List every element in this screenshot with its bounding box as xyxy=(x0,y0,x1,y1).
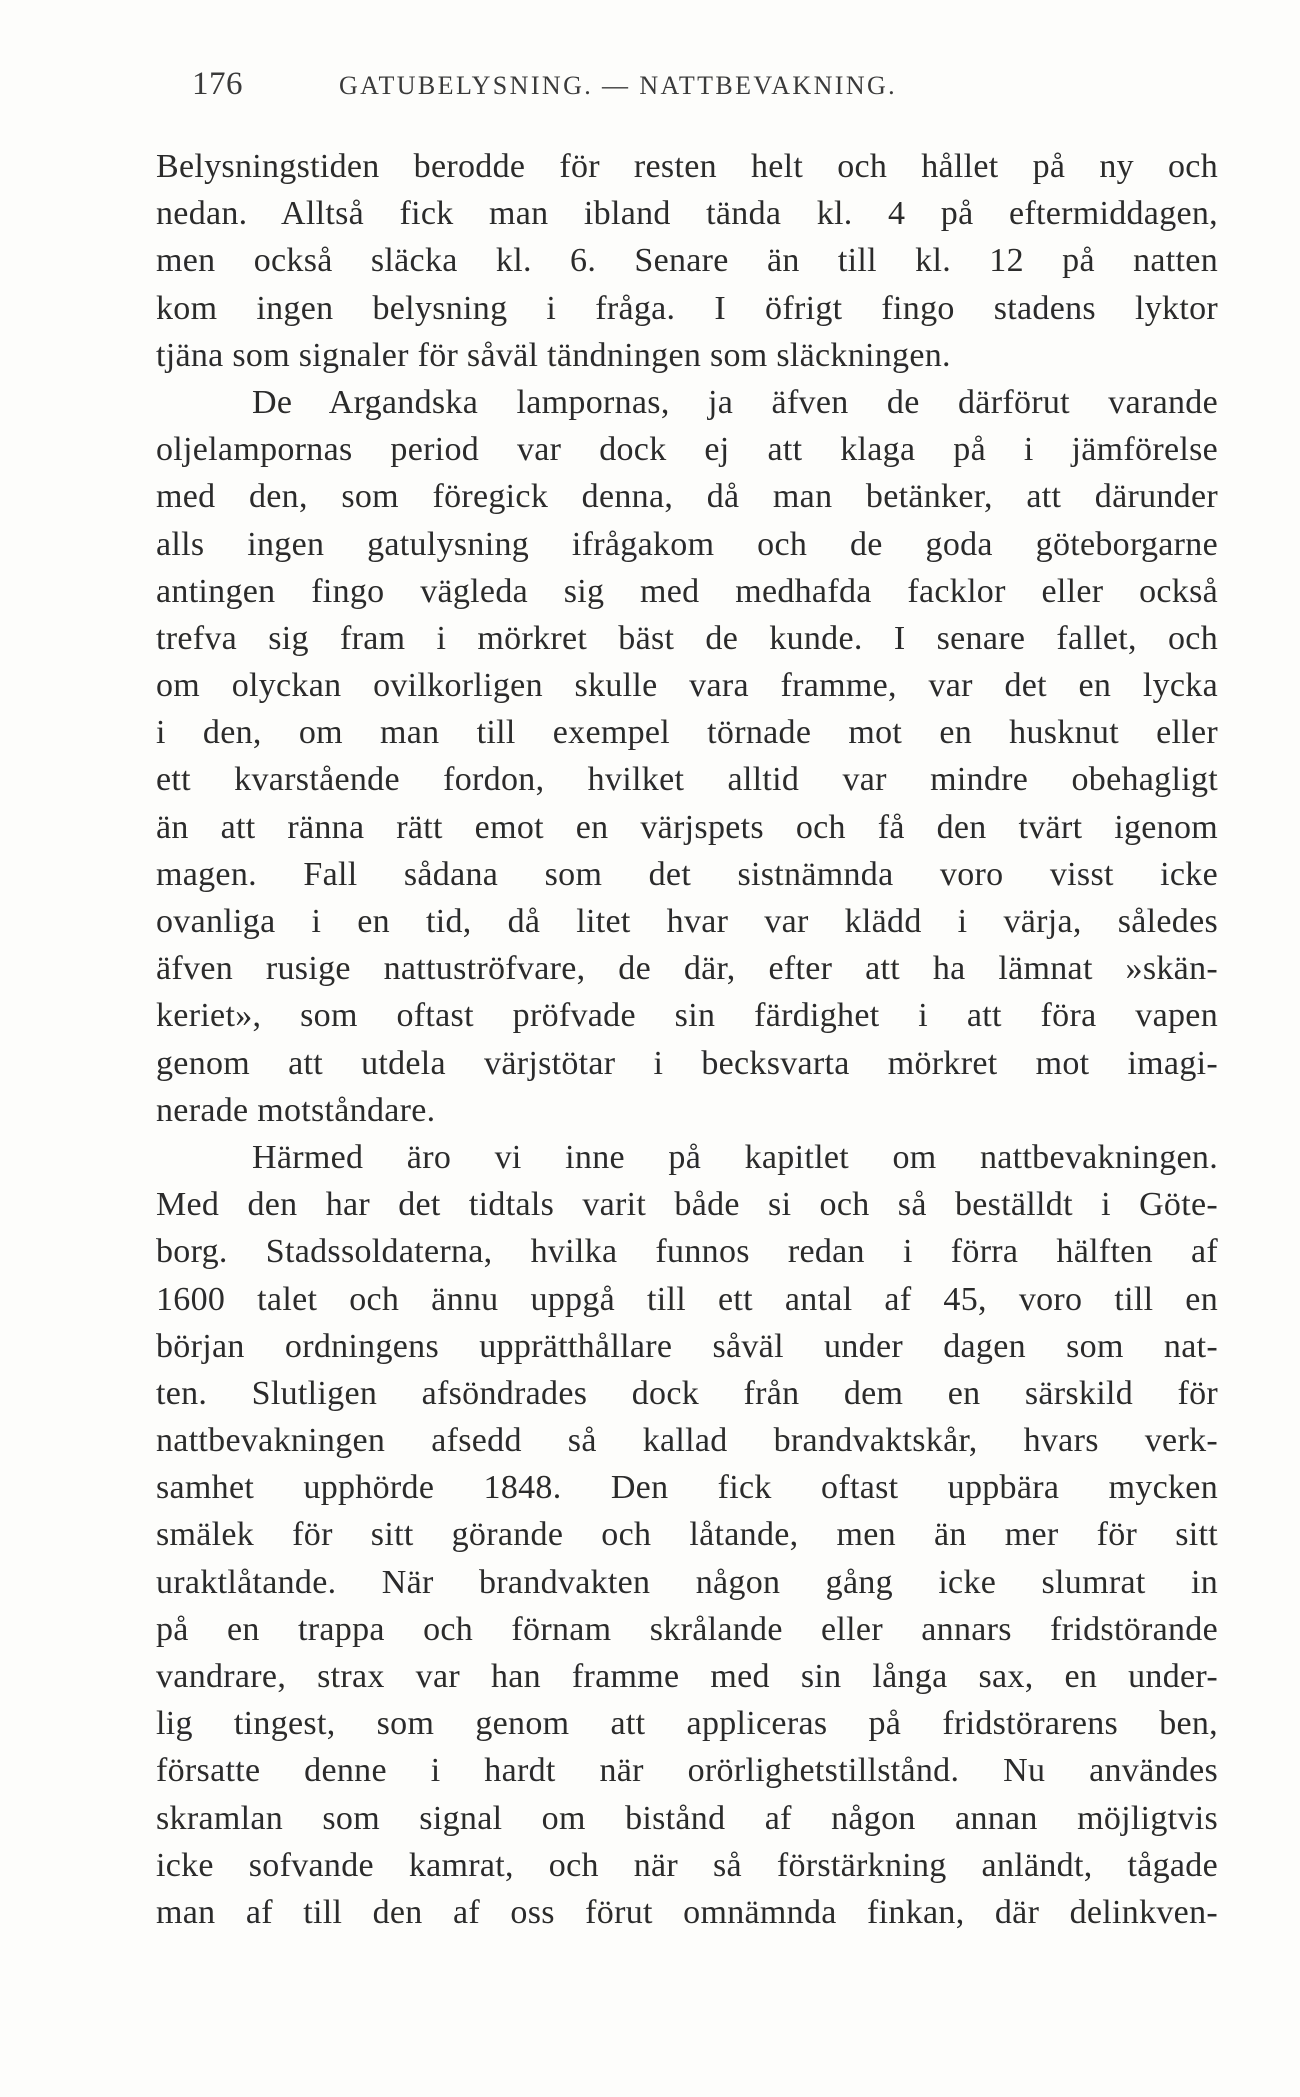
text-line: kom ingen belysning i fråga. I öfrigt fingo stadens lyktor xyxy=(156,289,1218,327)
running-head xyxy=(192,66,1012,106)
running-title: GATUBELYSNING. — NATTBEVAKNING. xyxy=(339,71,898,100)
text-line: vandrare, strax var han framme med sin långa sax, en under- xyxy=(156,1658,1218,1695)
text-line: lig tingest, som genom att appliceras på fridstörarens ben, xyxy=(156,1705,1218,1743)
text-line: med den, som föregick denna, då man betänker, att därunder xyxy=(156,478,1218,516)
body-text xyxy=(156,143,1218,1936)
text-line: om olyckan ovilkorligen skulle vara framme, var det en lycka xyxy=(156,667,1218,705)
text-line: på en trappa och förnam skrålande eller annars fridstörande xyxy=(156,1610,1218,1648)
text-line: i den, om man till exempel törnade mot en husknut eller xyxy=(156,714,1218,752)
text-line: skramlan som signal om bistånd af någon annan möjligtvis xyxy=(156,1799,1218,1837)
text-line: ovanliga i en tid, då litet hvar var klädd i värja, således xyxy=(156,903,1218,940)
page-number: 176 xyxy=(192,66,243,102)
paragraph-start-line: De Argandska lampornas, ja äfven de därförut varande xyxy=(252,383,1218,421)
text-line: ten. Slutligen afsöndrades dock från dem en särskild för xyxy=(156,1374,1218,1412)
text-line: trefva sig fram i mörkret bäst de kunde. I senare fallet, och xyxy=(156,619,1218,657)
text-line: keriet», som oftast pröfvade sin färdighet i att föra vapen xyxy=(156,997,1218,1035)
text-line: nedan. Alltså fick man ibland tända kl. 4 på eftermiddagen, xyxy=(156,195,1218,233)
text-line: ett kvarstående fordon, hvilket alltid var mindre obehagligt xyxy=(156,761,1218,799)
text-line: borg. Stadssoldaterna, hvilka funnos redan i förra hälften af xyxy=(156,1233,1218,1271)
text-line: Belysningstiden berodde för resten helt och hållet på ny och xyxy=(156,148,1218,185)
text-line: man af till den af oss förut omnämnda finkan, där delinkven- xyxy=(156,1893,1218,1931)
text-line: nerade motståndare. xyxy=(156,1091,436,1129)
text-line: samhet upphörde 1848. Den fick oftast uppbära mycken xyxy=(156,1469,1218,1507)
text-line: försatte denne i hardt när orörlighetstillstånd. Nu användes xyxy=(156,1752,1218,1790)
text-line: smälek för sitt görande och låtande, men än mer för sitt xyxy=(156,1516,1218,1554)
text-line: oljelampornas period var dock ej att klaga på i jämförelse xyxy=(156,431,1218,469)
text-line: alls ingen gatulysning ifrågakom och de goda göteborgarne xyxy=(156,525,1218,563)
text-line: antingen fingo vägleda sig med medhafda facklor eller också xyxy=(156,572,1218,610)
text-line: nattbevakningen afsedd så kallad brandvaktskår, hvars verk- xyxy=(156,1422,1218,1460)
text-line: Med den har det tidtals varit både si och så beställdt i Göte- xyxy=(156,1186,1218,1224)
text-line: äfven rusige nattuströfvare, de där, efter att ha lämnat »skän- xyxy=(156,950,1218,988)
text-line: tjäna som signaler för såväl tändningen som släckningen. xyxy=(156,336,951,374)
paragraph-start-line: Härmed äro vi inne på kapitlet om nattbevakningen. xyxy=(252,1138,1218,1176)
text-line: än att ränna rätt emot en värjspets och få den tvärt igenom xyxy=(156,808,1218,846)
text-line: men också släcka kl. 6. Senare än till kl. 12 på natten xyxy=(156,242,1218,280)
text-line: icke sofvande kamrat, och när så förstärkning anländt, tågade xyxy=(156,1846,1218,1884)
text-line: genom att utdela värjstötar i becksvarta mörkret mot imagi- xyxy=(156,1044,1218,1082)
text-line: början ordningens upprätthållare såväl under dagen som nat- xyxy=(156,1327,1218,1365)
text-line: magen. Fall sådana som det sistnämnda voro visst icke xyxy=(156,855,1218,893)
text-line: 1600 talet och ännu uppgå till ett antal af 45, voro till en xyxy=(156,1280,1218,1318)
text-line: uraktlåtande. När brandvakten någon gång icke slumrat in xyxy=(156,1563,1218,1601)
